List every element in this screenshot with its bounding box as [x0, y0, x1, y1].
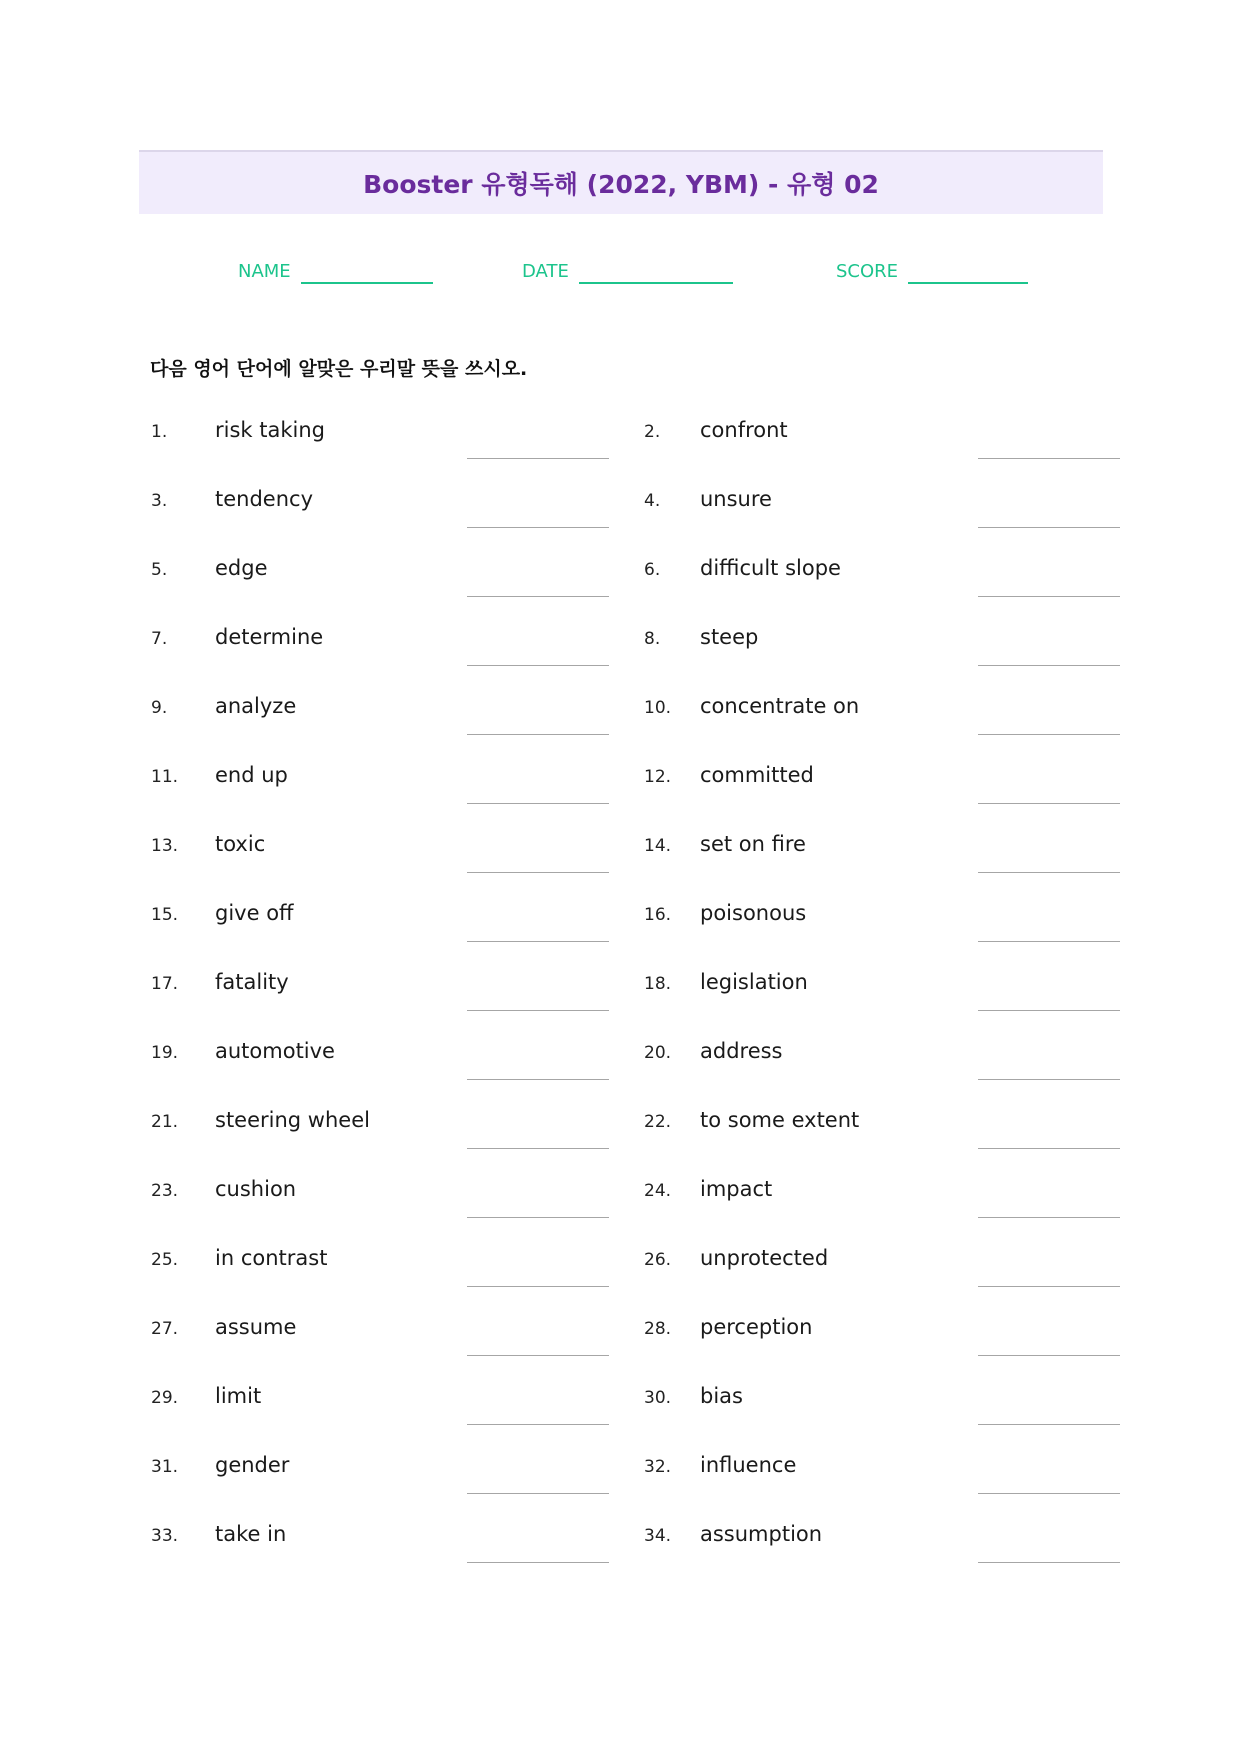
answer-line[interactable] [467, 527, 609, 528]
answer-line[interactable] [978, 1355, 1120, 1356]
answer-line[interactable] [978, 1493, 1120, 1494]
item-word: analyze [215, 694, 297, 718]
answer-line[interactable] [467, 1493, 609, 1494]
answer-line[interactable] [467, 458, 609, 459]
answer-line[interactable] [467, 1217, 609, 1218]
item-word: concentrate on [700, 694, 860, 718]
answer-line[interactable] [978, 803, 1120, 804]
item-number: 8. [644, 629, 661, 649]
item-number: 30. [644, 1388, 672, 1408]
item-word: difficult slope [700, 556, 841, 580]
item-number: 18. [644, 974, 672, 994]
item-number: 6. [644, 560, 661, 580]
page-title: Booster 유형독해 (2022, YBM) - 유형 02 [363, 170, 879, 199]
item-number: 9. [151, 698, 168, 718]
name-label: NAME [238, 261, 291, 282]
answer-line[interactable] [467, 1010, 609, 1011]
instruction-text: 다음 영어 단어에 알맞은 우리말 뜻을 쓰시오. [150, 358, 528, 380]
answer-line[interactable] [978, 527, 1120, 528]
answer-line[interactable] [467, 665, 609, 666]
item-word: risk taking [215, 418, 325, 442]
score-field [836, 250, 1028, 284]
answer-line[interactable] [467, 1355, 609, 1356]
answer-line[interactable] [467, 1079, 609, 1080]
item-number: 5. [151, 560, 168, 580]
answer-line[interactable] [978, 1010, 1120, 1011]
answer-line[interactable] [978, 596, 1120, 597]
item-number: 20. [644, 1043, 672, 1063]
score-label: SCORE [836, 261, 899, 282]
item-word: give off [215, 901, 294, 925]
item-word: automotive [215, 1039, 335, 1063]
answer-line[interactable] [978, 1079, 1120, 1080]
item-word: poisonous [700, 901, 807, 925]
item-word: influence [700, 1453, 797, 1477]
answer-line[interactable] [978, 1286, 1120, 1287]
item-number: 28. [644, 1319, 672, 1339]
answer-line[interactable] [978, 734, 1120, 735]
item-number: 27. [151, 1319, 179, 1339]
item-word: to some extent [700, 1108, 860, 1132]
item-word: take in [215, 1522, 287, 1546]
answer-line[interactable] [467, 803, 609, 804]
item-number: 25. [151, 1250, 179, 1270]
item-word: legislation [700, 970, 808, 994]
answer-line[interactable] [467, 1562, 609, 1563]
item-number: 2. [644, 422, 661, 442]
item-word: tendency [215, 487, 313, 511]
item-word: gender [215, 1453, 290, 1477]
item-number: 1. [151, 422, 168, 442]
date-label: DATE [522, 261, 569, 282]
item-word: steep [700, 625, 759, 649]
answer-line[interactable] [467, 734, 609, 735]
item-number: 31. [151, 1457, 179, 1477]
answer-line[interactable] [978, 1562, 1120, 1563]
item-number: 33. [151, 1526, 179, 1546]
item-word: fatality [215, 970, 289, 994]
answer-line[interactable] [467, 1286, 609, 1287]
answer-line[interactable] [467, 1148, 609, 1149]
answer-line[interactable] [978, 665, 1120, 666]
item-word: limit [215, 1384, 262, 1408]
title-bar [139, 150, 1103, 214]
item-word: bias [700, 1384, 743, 1408]
item-number: 10. [644, 698, 672, 718]
item-number: 15. [151, 905, 179, 925]
item-word: end up [215, 763, 288, 787]
answer-line[interactable] [467, 596, 609, 597]
item-word: committed [700, 763, 814, 787]
item-word: set on fire [700, 832, 806, 856]
answer-line[interactable] [978, 872, 1120, 873]
item-number: 4. [644, 491, 661, 511]
item-word: address [700, 1039, 783, 1063]
date-field [522, 250, 733, 284]
item-number: 13. [151, 836, 179, 856]
item-word: assumption [700, 1522, 823, 1546]
item-number: 21. [151, 1112, 179, 1132]
item-number: 24. [644, 1181, 672, 1201]
answer-line[interactable] [467, 941, 609, 942]
item-word: toxic [215, 832, 266, 856]
answer-line[interactable] [978, 941, 1120, 942]
answer-line[interactable] [978, 1424, 1120, 1425]
name-field [238, 250, 433, 284]
answer-line[interactable] [978, 458, 1120, 459]
item-number: 34. [644, 1526, 672, 1546]
item-word: steering wheel [215, 1108, 370, 1132]
item-number: 23. [151, 1181, 179, 1201]
item-number: 7. [151, 629, 168, 649]
answer-line[interactable] [978, 1148, 1120, 1149]
date-input-line[interactable] [579, 250, 733, 284]
score-input-line[interactable] [908, 250, 1028, 284]
item-word: in contrast [215, 1246, 328, 1270]
name-input-line[interactable] [301, 250, 433, 284]
item-number: 26. [644, 1250, 672, 1270]
item-number: 16. [644, 905, 672, 925]
item-number: 12. [644, 767, 672, 787]
item-number: 17. [151, 974, 179, 994]
item-word: edge [215, 556, 268, 580]
item-word: cushion [215, 1177, 297, 1201]
item-number: 14. [644, 836, 672, 856]
item-word: assume [215, 1315, 297, 1339]
answer-line[interactable] [978, 1217, 1120, 1218]
answer-line[interactable] [467, 1424, 609, 1425]
item-number: 11. [151, 767, 179, 787]
item-word: impact [700, 1177, 773, 1201]
item-word: confront [700, 418, 788, 442]
item-word: unprotected [700, 1246, 829, 1270]
item-number: 22. [644, 1112, 672, 1132]
item-word: determine [215, 625, 324, 649]
answer-line[interactable] [467, 872, 609, 873]
item-number: 19. [151, 1043, 179, 1063]
item-number: 32. [644, 1457, 672, 1477]
item-word: perception [700, 1315, 813, 1339]
item-word: unsure [700, 487, 772, 511]
item-number: 29. [151, 1388, 179, 1408]
item-number: 3. [151, 491, 168, 511]
